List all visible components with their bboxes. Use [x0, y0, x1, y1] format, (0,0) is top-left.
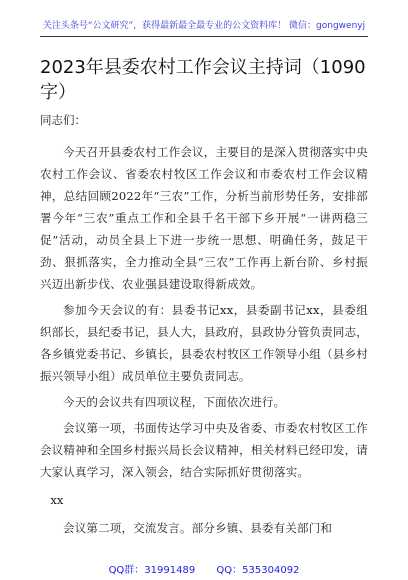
document-body	[40, 55, 368, 539]
paragraph-item-one: 会议第一项，书面传达学习中央及省委、市委农村牧区工作会议精神和全国乡村振兴局长会议精神，相关材料已经印发，请大家认真学习，深入领会，结合实际抓好贯彻落实。	[40, 421, 368, 479]
placeholder-mark: xx	[50, 493, 64, 507]
paragraph-attendees: 参加今天会议的有：县委书记xx，县委副书记xx，县委组织部长，县纪委书记，县人大，县政府，县政协分管负责同志，各乡镇党委书记、乡镇长，县委农村牧区工作领导小组（县乡村振兴领导小组）成员单位主要负责同志。	[40, 303, 368, 383]
page-header	[0, 0, 408, 40]
document-title: 2023年县委农村工作会议主持词（1090字）	[40, 57, 366, 103]
greeting: 同志们：	[40, 113, 86, 127]
paragraph-agenda: 今天的会议共有四项议程，下面依次进行。	[63, 395, 286, 409]
header-divider	[40, 36, 368, 37]
header-promo-text: 关注头条号“公文研究”，获得最新最全最专业的公文资料库！ 微信：gongwenyj	[42, 21, 366, 31]
qq-label: QQ：	[216, 565, 243, 576]
qq-group-label: QQ群：	[108, 565, 145, 576]
paragraph-opening: 今天召开县委农村工作会议，主要目的是深入贯彻落实中央农村工作会议、省委农村牧区工作会议和市委农村工作会议精神，总结回顾2022年“三农”工作，分析当前形势任务，安排部署今年“三农”重点工作和全县千名干部下乡开展“一讲两稳三促”活动，动员全县上下进一步统一思想、明确任务，鼓足干劲、狠抓落实，全力推动全县“三农”工作再上新台阶、乡村振兴迈出新步伐、农业强县建设取得新成效。	[40, 145, 368, 291]
footer-contact	[0, 561, 408, 576]
qq-group-number: 31991489	[144, 565, 196, 576]
paragraph-item-two: 会议第二项，交流发言。部分乡镇、县委有关部门和	[63, 521, 333, 535]
page-footer	[0, 558, 408, 580]
qq-number: 535304092	[242, 565, 300, 576]
